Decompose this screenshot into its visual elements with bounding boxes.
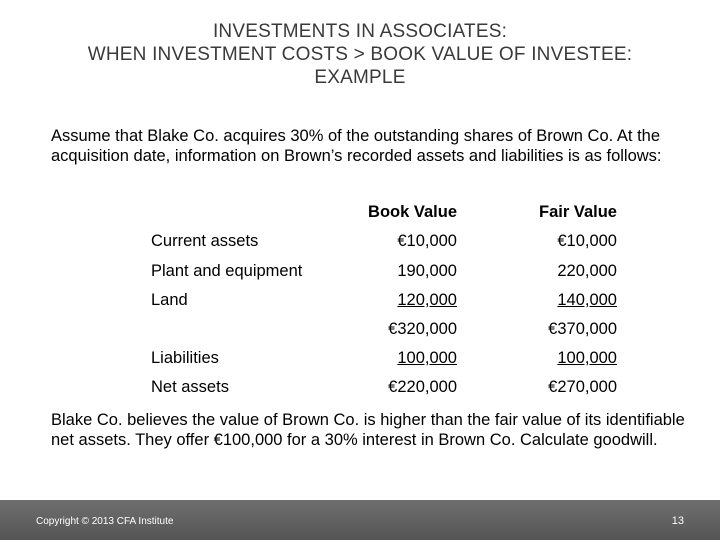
fair-value-cell: €370,000: [548, 320, 617, 338]
copyright-text: Copyright © 2013 CFA Institute: [36, 516, 174, 527]
fair-value-cell: €10,000: [557, 232, 617, 250]
row-label: Plant and equipment: [151, 262, 303, 280]
row-label: Land: [151, 291, 188, 309]
table-row: [0, 232, 720, 254]
page-number: 13: [671, 515, 684, 527]
book-value-cell: €320,000: [388, 320, 457, 338]
title-line-1: INVESTMENTS IN ASSOCIATES:: [212, 21, 508, 42]
book-value-cell: 190,000: [397, 262, 457, 280]
book-value-cell: 120,000: [397, 291, 457, 309]
fair-value-cell: 220,000: [557, 262, 617, 280]
table-row: [0, 262, 720, 284]
table-row: [0, 349, 720, 371]
book-value-cell: €220,000: [388, 378, 457, 396]
row-label: Current assets: [151, 232, 259, 250]
slide-title: [0, 20, 720, 89]
closing-paragraph: Blake Co. believes the value of Brown Co. is higher than the fair value of its identifiable net assets. They offer €100,000 for a 30% interest in Brown Co. Calculate goodwill.: [51, 411, 685, 449]
footer-bar: [0, 500, 720, 540]
header-fair-value: Fair Value: [539, 203, 617, 221]
table-row-total: [0, 378, 720, 400]
header-book-value: Book Value: [368, 203, 457, 221]
row-label: Liabilities: [151, 349, 219, 367]
title-line-2: WHEN INVESTMENT COSTS > BOOK VALUE OF INVESTEE:: [87, 44, 633, 65]
book-value-cell: 100,000: [397, 349, 457, 367]
row-label: Net assets: [151, 378, 229, 396]
fair-value-cell: 140,000: [557, 291, 617, 309]
book-value-cell: €10,000: [397, 232, 457, 250]
table-row-subtotal: [0, 320, 720, 342]
fair-value-cell: 100,000: [557, 349, 617, 367]
table-row: [0, 291, 720, 313]
title-line-3: EXAMPLE: [314, 67, 406, 88]
fair-value-cell: €270,000: [548, 378, 617, 396]
intro-paragraph: Assume that Blake Co. acquires 30% of the outstanding shares of Brown Co. At the acquisition date, information on Brown’s recorded assets and liabilities is as follows:: [51, 127, 662, 165]
